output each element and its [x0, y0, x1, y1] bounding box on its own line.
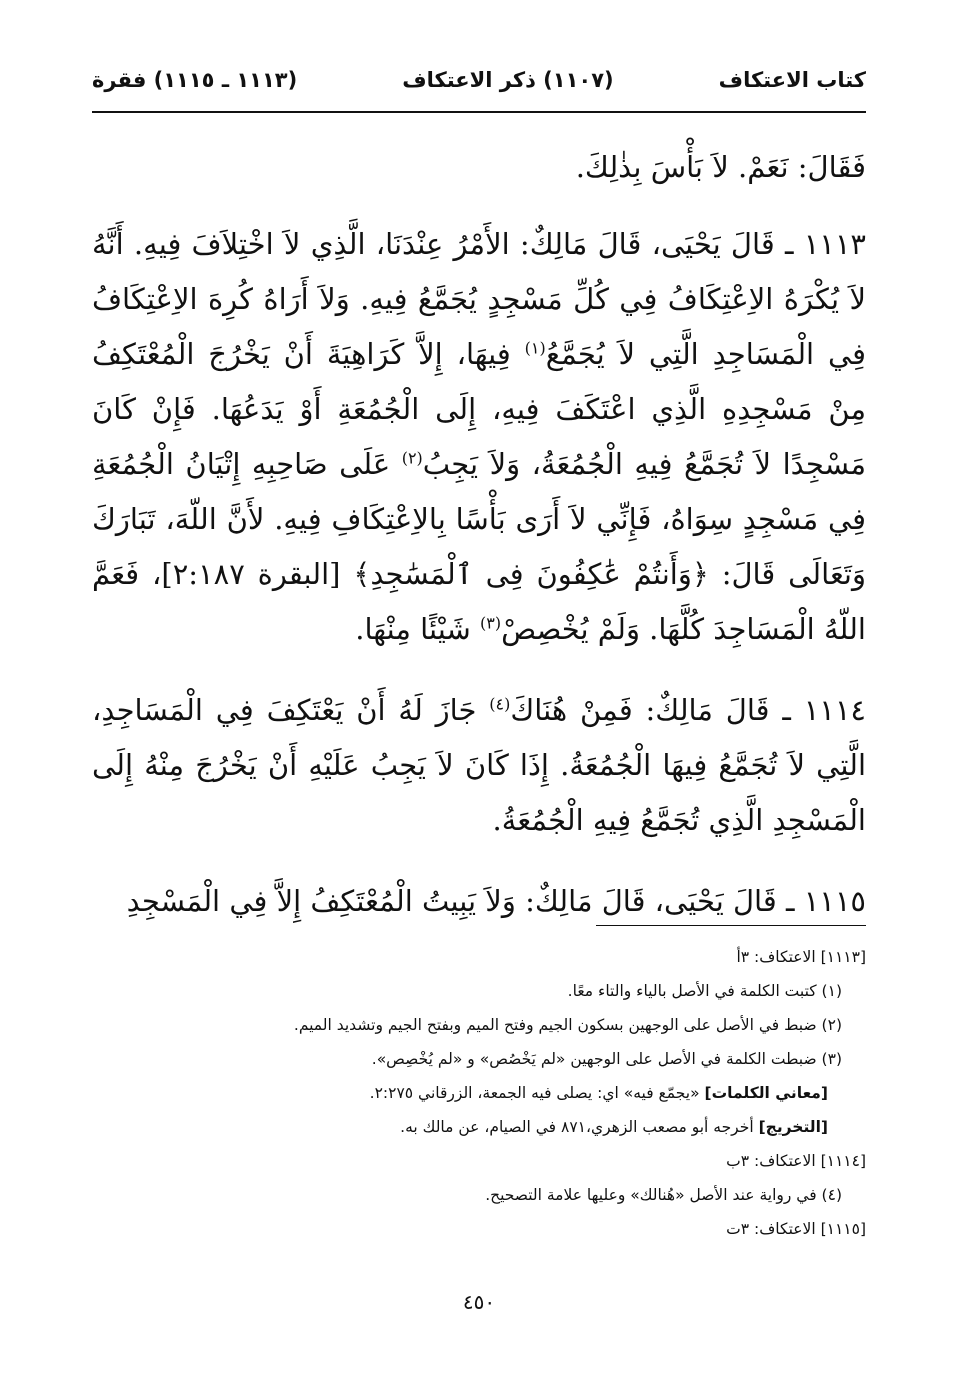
- footnote-ref-2: (٢): [401, 448, 423, 468]
- header-book-title: كتاب الاعتكاف: [718, 68, 866, 92]
- page-number: ٤٥٠: [462, 1290, 496, 1314]
- header-divider: [92, 111, 866, 113]
- footnote-source-1113: [١١١٣] الاعتكاف: ٣أ: [736, 948, 866, 966]
- paragraph-1113-end: شَيْئًا مِنْهَا.: [355, 612, 481, 646]
- paragraph-1113-part4: [البقرة ٢:١٨٧]، فَعَمَّ اللّهُ الْمَسَاجِدَ كُلَّهَا. وَلَمْ يُخْصِصْ: [92, 557, 866, 646]
- footnote-takhrij: [92, 1110, 866, 1144]
- footnote-3: (٣) ضبطت الكلمة في الأصل على الوجهين «لم يَخْصُص» و «لم يُخْصِص».: [371, 1050, 842, 1068]
- paragraph-1113-part2: فِيهَا، إِلاَّ كَرَاهِيَةَ أَنْ يَخْرُجَ الْمُعْتَكِفُ مِنْ مَسْجِدِهِ الَّذِي اعْتَكَفَ فِيهِ، إِلَى الْجُمُعَةِ أَوْ يَدَعُهَا. فَإِنْ كَانَ مَسْجِدًا لاَ تُجَمَّعُ فِيهِ الْجُمُعَةُ، وَلاَ يَجِبُ: [92, 337, 866, 481]
- footnote-ref-3: (٣): [480, 613, 502, 633]
- footnote-ref-1: (١): [524, 338, 546, 358]
- paragraph-1114: [92, 683, 866, 848]
- footnote-ref-4: (٤): [489, 694, 511, 714]
- running-header: [92, 60, 866, 100]
- footnote-4: (٤) في رواية عند الأصل «هُنالك» وعليها علامة التصحيح.: [485, 1186, 842, 1204]
- paragraph-1114-lead: ١١١٤ ـ قَالَ مَالِكٌ: فَمِنْ هُنَاكَ: [510, 693, 866, 727]
- footnote-source-1114: [١١١٤] الاعتكاف: ٣ب: [726, 1152, 866, 1170]
- takhrij-label: [التخريج]: [758, 1118, 828, 1136]
- footnote-source-1115: [١١١٥] الاعتكاف: ٣ت: [726, 1220, 866, 1238]
- paragraph-1114-rest: جَازَ لَهُ أَنْ يَعْتَكِفَ فِي الْمَسَاجِدِ، الَّتِي لاَ تُجَمَّعُ فِيهَا الْجُمُعَةُ. إِذَا كَانَ لاَ يَجِبُ عَلَيْهِ أَنْ يَخْرُجَ مِنْهُ إِلَى الْمَسْجِدِ الَّذِي تُجَمَّعُ فِيهِ الْجُمُعَةُ.: [92, 693, 866, 837]
- paragraph-1113-lead: ١١١٣ ـ قَالَ يَحْيَى، قَالَ مَالِكٌ: الأَمْرُ عِنْدَنَا، الَّذِي لاَ اخْتِلاَفَ فِيهِ. أَنَّهُ لاَ يُكْرَهُ الاِعْتِكَافُ فِي كُلِّ مَسْجِدٍ يُجَمَّعُ فِيهِ. وَلاَ أَرَاهُ كُرِهَ الاِعْتِكَافُ فِي الْمَسَاجِدِ الَّتِي لاَ يُجَمَّعُ: [92, 227, 866, 371]
- footnote-divider: [596, 925, 866, 926]
- paragraph-1113: [92, 217, 866, 657]
- paragraph-1115: ١١١٥ ـ قَالَ يَحْيَى، قَالَ مَالِكٌ: وَلاَ يَبِيتُ الْمُعْتَكِفُ إِلاَّ فِي الْمَسْجِدِ: [126, 884, 866, 918]
- takhrij-text: أخرجه أبو مصعب الزهري،٨٧١ في الصيام، عن مالك به.: [400, 1118, 759, 1136]
- footnote-word-meanings: [92, 1076, 866, 1110]
- word-meanings-text: «يجمّع فيه» اي: يصلى فيه الجمعة، الزرقاني ٢:٢٧٥.: [369, 1084, 705, 1102]
- footnotes: [92, 940, 866, 1246]
- header-paragraph-range: (١١١٣ ـ ١١١٥) فقرة: [92, 68, 298, 92]
- quran-verse: ﴿وَأَنتُمْ عَٰكِفُونَ فِى ٱلْمَسَٰجِدِ﴾: [353, 557, 709, 591]
- paragraph-continuation: فَقَالَ: نَعَمْ. لاَ بَأْسَ بِذٰلِكَ.: [575, 150, 866, 184]
- footnote-2: (٢) ضبط في الأصل على الوجهين بسكون الجيم وفتح الميم وبفتح الجيم وتشديد الميم.: [293, 1016, 842, 1034]
- paragraph-1113-part3: عَلَى صَاحِبِهِ إِتْيَانُ الْجُمُعَةِ فِي مَسْجِدٍ سِوَاهُ، فَإِنِّي لاَ أَرَى بَأْسًا بِالاِعْتِكَافِ فِيهِ. لأَنَّ اللّهَ، تَبَارَكَ وَتَعَالَى قَالَ:: [92, 447, 867, 591]
- main-text: [92, 140, 866, 955]
- footnote-1: (١) كتبت الكلمة في الأصل بالياء والتاء معًا.: [567, 982, 842, 1000]
- word-meanings-label: [معاني الكلمات]: [704, 1084, 828, 1102]
- header-chapter-title: (١١٠٧) ذكر الاعتكاف: [402, 68, 614, 92]
